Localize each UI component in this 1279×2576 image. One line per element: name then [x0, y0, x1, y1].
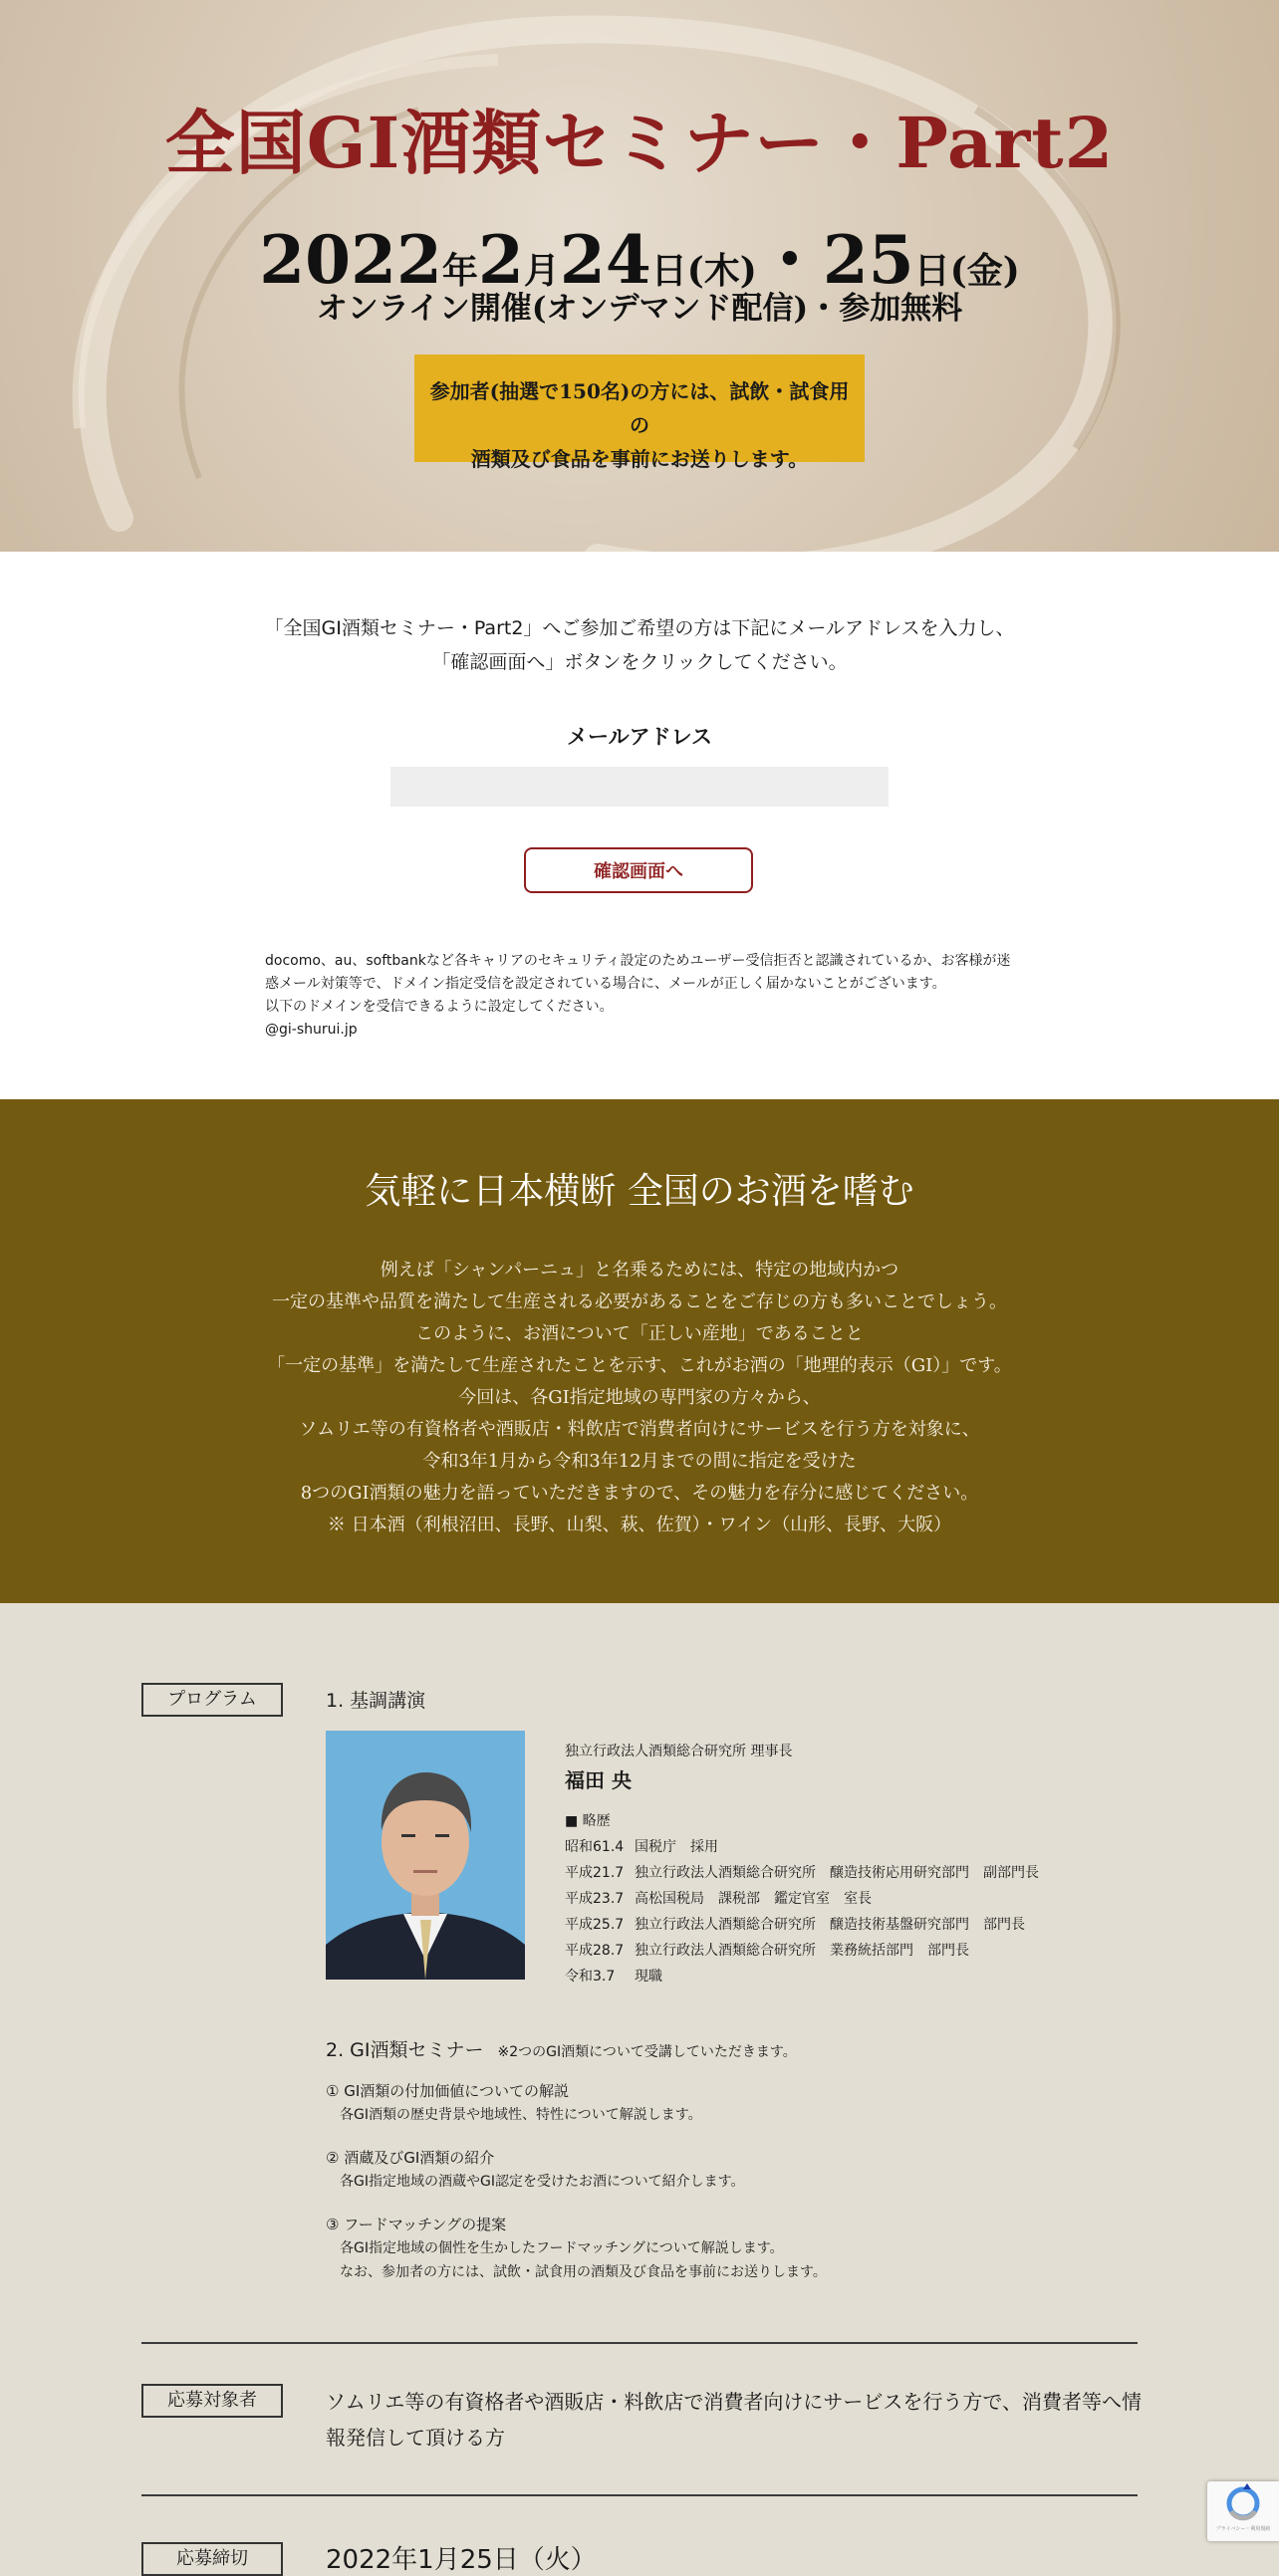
- history-row: 昭和61.4 国税庁 採用: [565, 1839, 718, 1855]
- email-notice: docomo、au、softbankなど各キャリアのセキュリティ設定のためユーザー受信拒否と認識されているか、お客様が迷 惑メール対策等で、ドメイン指定受信を設定されている場合に、メールが正しく届かないことがございます。 以下のドメインを受信できるように設定してください。 @gi-shurui.jp: [265, 950, 1022, 1042]
- form-intro: 「全国GI酒類セミナー・Part2」へご参加ご希望の方は下記にメールアドレスを入力し、 「確認画面へ」ボタンをクリックしてください。: [264, 617, 1015, 673]
- seminar-title: 全国GI酒類セミナー・Part2: [164, 102, 1115, 184]
- divider: [141, 2494, 1138, 2496]
- history-title: ■ 略歴: [565, 1813, 611, 1829]
- sample-offer-banner: 参加者(抽選で150名)の方には、試飲・試食用の 酒類及び食品を事前にお送りします。: [414, 354, 865, 462]
- gi-item: ② 酒蔵及びGI酒類の紹介 各GI指定地域の酒蔵やGI認定を受けたお酒について紹介します。: [326, 2149, 745, 2190]
- history-row: 令和3.7 現職: [565, 1969, 662, 1985]
- confirm-button[interactable]: 確認画面へ: [524, 847, 753, 893]
- speaker-history: [565, 1834, 1039, 1990]
- allowed-domain: @gi-shurui.jp: [265, 1022, 358, 1038]
- email-input[interactable]: [390, 767, 889, 807]
- deadline-date: 2022年1月25日（火）: [326, 2545, 597, 2575]
- history-row: 平成25.7 独立行政法人酒類総合研究所 醸造技術基盤研究部門 部門長: [565, 1917, 1025, 1933]
- history-row: 平成21.7 独立行政法人酒類総合研究所 醸造技術応用研究部門 副部門長: [565, 1865, 1039, 1881]
- speaker-portrait-illustration: [326, 1731, 525, 1980]
- speaker-photo: [326, 1731, 525, 1980]
- deadline-label: 応募締切: [141, 2542, 283, 2576]
- recaptcha-icon: [1207, 2481, 1279, 2525]
- speaker-organization: 独立行政法人酒類総合研究所 理事長: [565, 1744, 793, 1759]
- hero-banner: [0, 0, 1279, 552]
- about-body: 例えば「シャンパーニュ」と名乗るためには、特定の地域内かつ 一定の基準や品質を満たして生産される必要があることをご存じの方も多いことでしょう。 このように、お酒について「正しい産地」であることと 「一定の基準」を満たして生産されたことを示す、これがお酒の「地理的表示（GI）」です。 今回は、各GI指定地域の専門家の方々から、 ソムリエ等の有資格者や酒販店・料飲店で消費者向けにサービスを行う方を対象に、 令和3年1月から令和3年12月までの間に指定を受けた 8つのGI酒類の魅力を語っていただきますので、その魅力を存分に感じてください。 ※ 日本酒（利根沼田、長野、山梨、萩、佐賀）・ワイン（山形、長野、大阪）: [267, 1260, 1012, 1535]
- recaptcha-badge[interactable]: [1207, 2481, 1279, 2541]
- registration-form: [0, 552, 1279, 1099]
- email-label: メールアドレス: [567, 725, 712, 749]
- history-row: 平成28.7 独立行政法人酒類総合研究所 業務統括部門 部門長: [565, 1943, 969, 1959]
- recaptcha-caption: プライバシー・利用規約: [1215, 2526, 1271, 2532]
- gi-seminar-heading: 2. GI酒類セミナー ※2つのGI酒類について受講していただきます。: [326, 2039, 797, 2061]
- gi-item: ③ フードマッチングの提案 各GI指定地域の個性を生かしたフードマッチングについて解説します。 なお、参加者の方には、試飲・試食用の酒類及び食品を事前にお送りします。: [326, 2216, 827, 2280]
- target-label: 応募対象者: [141, 2384, 283, 2418]
- about-section: [0, 1099, 1279, 1603]
- divider: [141, 2342, 1138, 2344]
- program-label: プログラム: [141, 1683, 283, 1717]
- gi-item: ① GI酒類の付加価値についての解説 各GI酒類の歴史背景や地域性、特性について解説します。: [326, 2082, 702, 2123]
- gi-seminar-note: ※2つのGI酒類について受講していただきます。: [497, 2044, 797, 2060]
- target-description: ソムリエ等の有資格者や酒販店・料飲店で消費者向けにサービスを行う方で、消費者等へ情報発信して頂ける方: [326, 2390, 1142, 2450]
- about-title: 気軽に日本横断 全国のお酒を嗜む: [365, 1171, 914, 1212]
- keynote-heading: 1. 基調講演: [326, 1690, 426, 1712]
- event-format: オンライン開催(オンデマンド配信)・参加無料: [316, 291, 963, 327]
- speaker-name: 福田 央: [565, 1768, 632, 1792]
- event-date: 2022年2月24日(木)・25日(金): [259, 221, 1020, 299]
- history-row: 平成23.7 高松国税局 課税部 鑑定官室 室長: [565, 1891, 872, 1907]
